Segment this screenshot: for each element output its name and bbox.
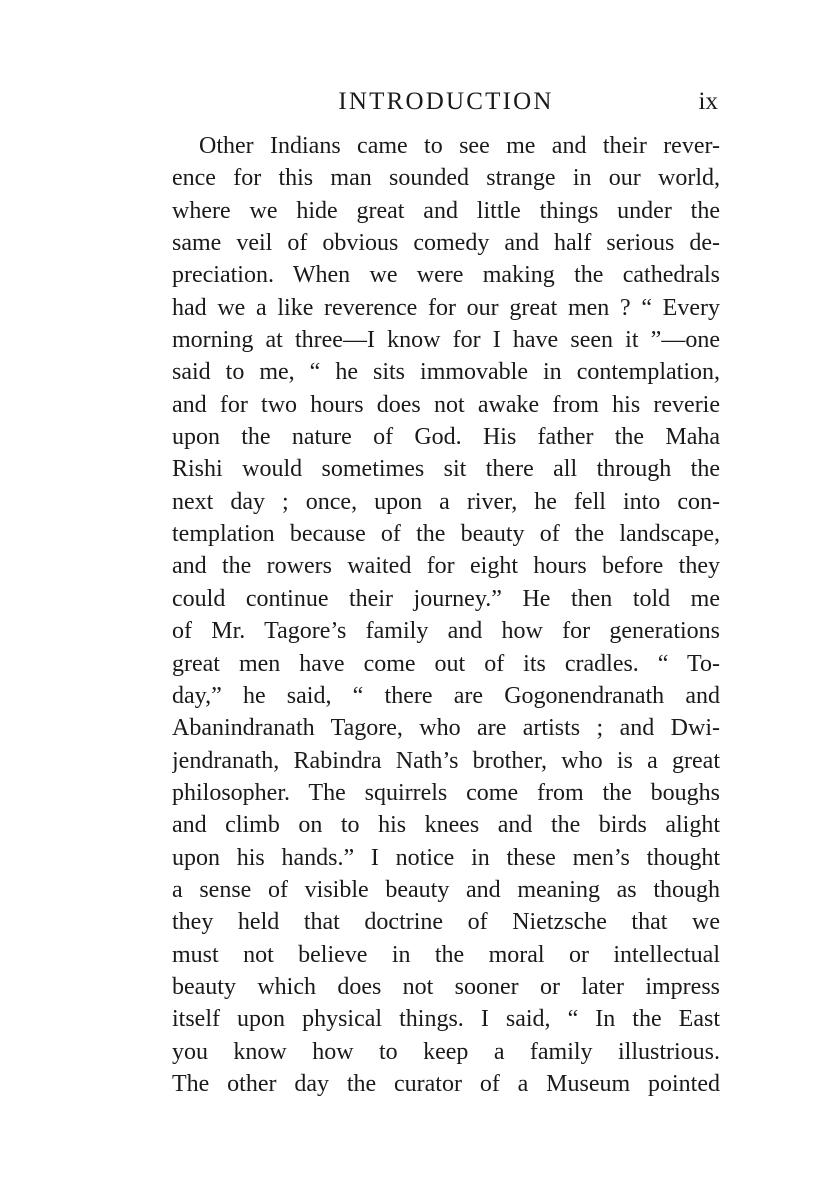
text-line: templation because of the beauty of the landscape, — [172, 521, 720, 548]
text-line: could continue their journey.” He then told me — [172, 585, 720, 612]
text-line: Other Indians came to see me and their rever- — [199, 133, 720, 159]
text-line: and the rowers waited for eight hours before they — [172, 553, 720, 580]
text-line: The other day the curator of a Museum pointed — [172, 1070, 720, 1097]
text-line: beauty which does not sooner or later impress — [172, 973, 720, 1000]
text-line: where we hide great and little things under the — [172, 197, 720, 224]
running-head — [172, 86, 720, 118]
text-line: jendranath, Rabindra Nath’s brother, who is a great — [172, 747, 720, 774]
text-line: great men have come out of its cradles. “ To- — [172, 650, 720, 677]
text-line: said to me, “ he sits immovable in contemplation, — [172, 359, 720, 386]
text-line: day,” he said, “ there are Gogonendranath and — [172, 682, 720, 709]
text-line: a sense of visible beauty and meaning as though — [172, 876, 720, 903]
text-line: itself upon physical things. I said, “ In the East — [172, 1006, 720, 1033]
text-line: Abanindranath Tagore, who are artists ; and Dwi- — [172, 715, 720, 742]
text-line: philosopher. The squirrels come from the boughs — [172, 779, 720, 806]
body-paragraph — [172, 130, 720, 1100]
text-line: of Mr. Tagore’s family and how for generations — [172, 618, 720, 645]
text-line: morning at three—I know for I have seen it ”—one — [172, 327, 720, 354]
page-number: ix — [698, 88, 718, 115]
text-line: ence for this man sounded strange in our world, — [172, 165, 720, 192]
text-line: upon the nature of God. His father the Maha — [172, 424, 720, 451]
text-line: and climb on to his knees and the birds alight — [172, 812, 720, 839]
running-title: INTRODUCTION — [338, 88, 554, 115]
text-line: must not believe in the moral or intellectual — [172, 941, 720, 968]
text-line: next day ; once, upon a river, he fell into con- — [172, 488, 720, 515]
text-line: same veil of obvious comedy and half serious de- — [172, 230, 720, 257]
text-line: preciation. When we were making the cathedrals — [172, 262, 720, 289]
text-line: Rishi would sometimes sit there all through the — [172, 456, 720, 483]
text-line: had we a like reverence for our great men ? “ Every — [172, 294, 720, 321]
text-line: you know how to keep a family illustrious. — [172, 1038, 720, 1065]
text-line: and for two hours does not awake from his reverie — [172, 391, 720, 418]
text-line: upon his hands.” I notice in these men’s thought — [172, 844, 720, 871]
text-line: they held that doctrine of Nietzsche that we — [172, 909, 720, 936]
